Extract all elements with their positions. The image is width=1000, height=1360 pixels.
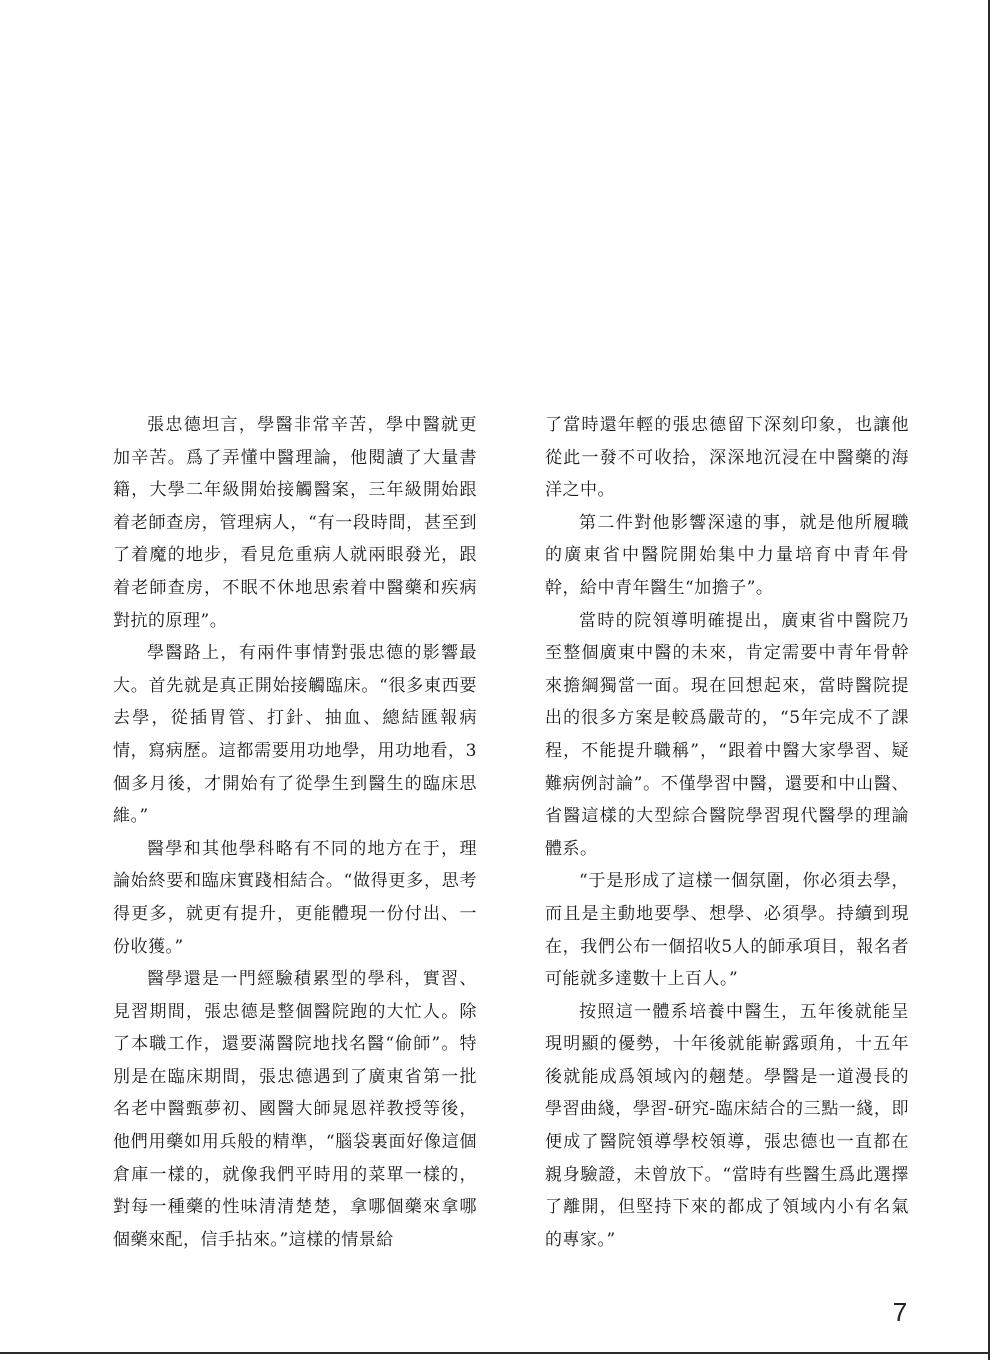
paragraph-continuation: 了當時還年輕的張忠德留下深刻印象，也讓他從此一發不可收拾，深深地沉浸在中醫藥的海洋之中。 — [545, 415, 909, 501]
paragraph: 當時的院領導明確提出，廣東省中醫院乃至整個廣東中醫的未來，肯定需要中青年骨幹來擔綱獨當一面。現在回想起來，當時醫院提出的很多方案是較爲嚴苛的，“5年完成不了課程，不能提升職稱”，“跟着中醫大家學習、疑難病例討論”。不僅學習中醫，還要和中山醫、省醫這樣的大型綜合醫院學習現代醫學的理論體系。 — [545, 610, 909, 859]
page-edge-right — [988, 0, 990, 1360]
paragraph: 醫學和其他學科略有不同的地方在于，理論始終要和臨床實踐相結合。“做得更多，思考得更多，就更有提升，更能體現一份付出、一份收獲。” — [113, 838, 477, 957]
paragraph: 第二件對他影響深遠的事，就是他所履職的廣東省中醫院開始集中力量培育中青年骨幹，給中青年醫生“加擔子”。 — [545, 512, 909, 598]
page-edge-bottom — [0, 1352, 990, 1354]
paragraph: 張忠德坦言，學醫非常辛苦，學中醫就更加辛苦。爲了弄懂中醫理論，他閱讀了大量書籍，大學二年級開始接觸醫案，三年級開始跟着老師查房，管理病人，“有一段時間，甚至到了着魔的地步，看見危重病人就兩眼發光，跟着老師查房，不眠不休地思索着中醫藥和疾病對抗的原理”。 — [113, 415, 477, 631]
right-text-column — [545, 409, 909, 1256]
paragraph: 學醫路上，有兩件事情對張忠德的影響最大。首先就是真正開始接觸臨床。“很多東西要去學，從插胃管、打針、抽血、總結匯報病情，寫病歷。這都需要用功地學，用功地看，3個多月後，才開始有了從學生到醫生的臨床思維。” — [113, 643, 477, 827]
page-number: 7 — [892, 1297, 908, 1327]
paragraph: 按照這一體系培養中醫生，五年後就能呈現明顯的優勢，十年後就能嶄露頭角，十五年後就能成爲領域內的翹楚。學醫是一道漫長的學習曲綫，學習-研究-臨床結合的三點一綫，即便成了醫院領導學校領導，張忠德也一直都在親身驗證，未曾放下。“當時有些醫生爲此選擇了離開，但堅持下來的都成了領域内小有名氣的專家。” — [545, 1001, 909, 1250]
left-text-column — [113, 409, 477, 1256]
paragraph: “于是形成了這樣一個氛圍，你必須去學，而且是主動地要學、想學、必須學。持續到現在，我們公布一個招收5人的師承項目，報名者可能就多達數十上百人。” — [545, 871, 909, 990]
paragraph: 醫學還是一門經驗積累型的學科，實習、見習期間，張忠德是整個醫院跑的大忙人。除了本職工作，還要滿醫院地找名醫“偷師”。特別是在臨床期間，張忠德遇到了廣東省第一批名老中醫甄夢初、國醫大師晁恩祥教授等後，他們用藥如用兵般的精準，“腦袋裏面好像這個倉庫一樣的，就像我們平時用的菜單一樣的，對每一種藥的性味清清楚楚，拿哪個藥來拿哪個藥來配，信手拈來。”這樣的情景給 — [113, 969, 477, 1250]
